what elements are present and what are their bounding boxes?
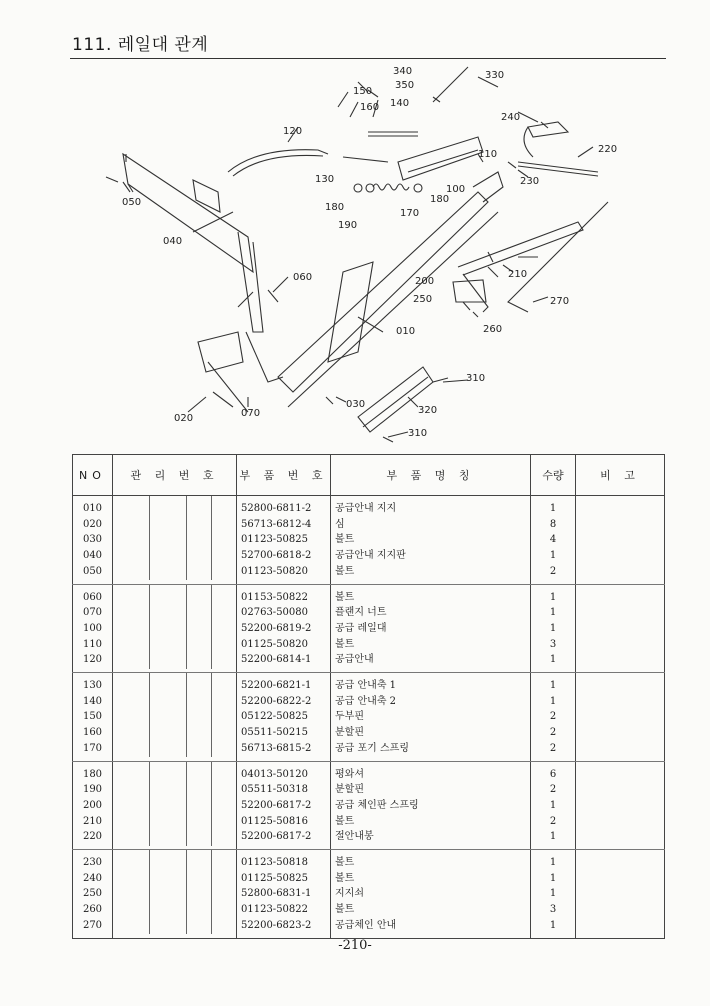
cell-no-value: 130 <box>82 680 103 692</box>
cell-part-no-value: 01123-50820 <box>241 565 309 577</box>
cell-name-value: 공급안내 지지판 <box>335 550 406 562</box>
callout-label: 310 <box>466 373 486 384</box>
cell-name-value: 공급 체인판 스프링 <box>335 799 419 811</box>
cell-name-value: 볼트 <box>335 872 355 884</box>
cell-no-value: 050 <box>82 565 103 577</box>
callout-label: 140 <box>390 98 410 109</box>
cell-qty <box>531 584 576 673</box>
cell-no <box>73 850 113 939</box>
cell-remark <box>576 673 665 762</box>
cell-part-no-value: 04013-50120 <box>241 768 309 780</box>
parts-table <box>72 454 665 939</box>
cell-name-value: 볼트 <box>335 638 355 650</box>
cell-name-value: 볼트 <box>335 815 355 827</box>
cell-qty-value: 1 <box>549 607 557 619</box>
cell-name-value: 볼트 <box>335 591 355 603</box>
cell-name-value: 두부핀 <box>335 711 364 723</box>
cell-part-no-value: 01125-50816 <box>241 815 309 827</box>
cell-qty-value: 2 <box>549 727 557 739</box>
cell-part-no <box>237 850 331 939</box>
cell-name-value: 평와셔 <box>335 768 364 780</box>
callout-label: 060 <box>293 272 313 283</box>
col-header-remark: 비 고 <box>576 455 665 496</box>
cell-qty-value: 1 <box>549 857 557 869</box>
cell-qty <box>531 496 576 585</box>
callout-label: 050 <box>122 197 142 208</box>
callout-label: 160 <box>360 102 380 113</box>
cell-name-value: 분할핀 <box>335 727 364 739</box>
callout-label: 250 <box>413 294 433 305</box>
callout-label: 340 <box>393 66 413 77</box>
cell-no-value: 190 <box>82 784 103 796</box>
cell-no-value: 260 <box>82 904 103 916</box>
callout-label: 350 <box>395 80 415 91</box>
cell-part-no <box>237 761 331 850</box>
cell-part-no-value: 52200-6823-2 <box>241 919 312 931</box>
cell-qty-value: 1 <box>549 654 557 666</box>
exploded-parts-diagram <box>88 62 648 452</box>
diagram-callouts <box>122 66 617 439</box>
callout-label: 230 <box>520 176 540 187</box>
cell-no-value: 200 <box>82 799 103 811</box>
col-header-name: 부 품 명 칭 <box>331 455 531 496</box>
page-title: 111. 레일대 관계 <box>72 35 209 55</box>
cell-qty-value: 1 <box>549 831 557 843</box>
diagram-drawing <box>106 67 608 442</box>
cell-name-value: 볼트 <box>335 565 355 577</box>
cell-part-no-value: 01123-50818 <box>241 857 309 869</box>
cell-qty-value: 6 <box>549 768 557 780</box>
callout-label: 150 <box>353 86 373 97</box>
cell-name <box>331 496 531 585</box>
cell-no-value: 120 <box>82 654 103 666</box>
cell-no-value: 250 <box>82 888 103 900</box>
cell-qty-value: 1 <box>549 622 557 634</box>
cell-part-no-value: 01123-50825 <box>241 534 309 546</box>
cell-no-value: 180 <box>82 768 103 780</box>
callout-label: 120 <box>283 126 303 137</box>
cell-no-value: 010 <box>82 503 103 514</box>
callout-label: 320 <box>418 405 438 416</box>
callout-label: 210 <box>508 269 528 280</box>
diagram-svg <box>88 62 648 452</box>
col-header-mgmt: 관 리 번 호 <box>113 455 237 496</box>
cell-qty-value: 2 <box>549 815 557 827</box>
cell-mgmt <box>113 850 237 939</box>
cell-mgmt <box>113 761 237 850</box>
cell-name-value: 심 <box>335 518 345 530</box>
cell-qty-value: 1 <box>549 919 557 931</box>
callout-label: 310 <box>408 428 428 439</box>
cell-qty-value: 2 <box>549 784 557 796</box>
cell-no <box>73 673 113 762</box>
cell-name-value: 플랜지 너트 <box>335 607 387 619</box>
cell-name-value: 공급체인 안내 <box>335 919 397 931</box>
cell-remark <box>576 496 665 585</box>
cell-name-value: 지지쇠 <box>335 888 364 900</box>
cell-qty-value: 1 <box>549 872 557 884</box>
cell-qty <box>531 850 576 939</box>
cell-name <box>331 850 531 939</box>
cell-mgmt <box>113 496 237 585</box>
cell-part-no-value: 05122-50825 <box>241 711 309 723</box>
cell-no-value: 150 <box>82 711 103 723</box>
cell-part-no-value: 52200-6821-1 <box>241 680 312 692</box>
table-row-group <box>73 761 665 850</box>
cell-qty-value: 1 <box>549 503 557 514</box>
cell-name-value: 공급 안내축 1 <box>335 680 397 692</box>
cell-part-no-value: 01153-50822 <box>241 591 309 603</box>
cell-name <box>331 761 531 850</box>
cell-part-no <box>237 584 331 673</box>
cell-part-no-value: 05511-50318 <box>241 784 309 796</box>
cell-part-no-value: 52700-6818-2 <box>241 550 312 562</box>
cell-no-value: 220 <box>82 831 103 843</box>
table-row-group <box>73 850 665 939</box>
callout-label: 020 <box>174 413 194 424</box>
callout-label: 200 <box>415 276 435 287</box>
cell-name-value: 공급안내 <box>335 654 374 666</box>
callout-label: 240 <box>501 112 521 123</box>
cell-remark <box>576 761 665 850</box>
cell-no <box>73 584 113 673</box>
callout-label: 130 <box>315 174 335 185</box>
cell-qty-value: 1 <box>549 591 557 603</box>
table-header-row <box>73 455 665 496</box>
cell-name-value: 공급 레일대 <box>335 622 387 634</box>
callout-label: 040 <box>163 236 183 247</box>
cell-qty-value: 1 <box>549 799 557 811</box>
cell-no-value: 240 <box>82 872 103 884</box>
cell-part-no-value: 05511-50215 <box>241 727 309 739</box>
cell-qty-value: 3 <box>549 638 557 650</box>
cell-mgmt <box>113 673 237 762</box>
cell-qty-value: 1 <box>549 888 557 900</box>
cell-qty-value: 2 <box>549 565 557 577</box>
cell-part-no-value: 56713-6815-2 <box>241 742 312 754</box>
col-header-part-no: 부 품 번 호 <box>237 455 331 496</box>
cell-part-no-value: 52200-6819-2 <box>241 622 312 634</box>
callout-label: 180 <box>430 194 450 205</box>
col-header-no: NO <box>73 455 113 496</box>
cell-no <box>73 496 113 585</box>
cell-mgmt <box>113 584 237 673</box>
callout-label: 260 <box>483 324 503 335</box>
cell-no-value: 170 <box>82 742 103 754</box>
cell-no-value: 270 <box>82 919 103 931</box>
cell-name <box>331 673 531 762</box>
cell-no-value: 230 <box>82 857 103 869</box>
cell-no-value: 040 <box>82 550 103 562</box>
cell-part-no-value: 52800-6831-1 <box>241 888 312 900</box>
cell-name-value: 볼트 <box>335 904 355 916</box>
cell-no-value: 110 <box>82 638 103 650</box>
cell-no-value: 210 <box>82 815 103 827</box>
callout-label: 330 <box>485 70 505 81</box>
cell-qty-value: 8 <box>549 518 557 530</box>
cell-part-no-value: 52200-6817-2 <box>241 831 312 843</box>
cell-part-no-value: 02763-50080 <box>241 607 309 619</box>
cell-qty <box>531 673 576 762</box>
cell-name-value: 공급 포기 스프링 <box>335 742 409 754</box>
cell-part-no-value: 56713-6812-4 <box>241 518 312 530</box>
cell-no-value: 140 <box>82 695 103 707</box>
title-underline <box>70 58 666 59</box>
cell-no-value: 020 <box>82 518 103 530</box>
cell-name-value: 공급 안내축 2 <box>335 695 397 707</box>
cell-name-value: 볼트 <box>335 857 355 869</box>
cell-qty-value: 3 <box>549 904 557 916</box>
cell-qty-value: 1 <box>549 550 557 562</box>
cell-part-no-value: 52200-6814-1 <box>241 654 312 666</box>
cell-qty-value: 4 <box>549 534 557 546</box>
cell-part-no-value: 52200-6822-2 <box>241 695 312 707</box>
page-number: -210- <box>338 938 372 953</box>
callout-label: 220 <box>598 144 618 155</box>
table-row-group <box>73 496 665 585</box>
cell-name-value: 분할핀 <box>335 784 364 796</box>
callout-label: 070 <box>241 408 261 419</box>
cell-part-no <box>237 673 331 762</box>
callout-label: 180 <box>325 202 345 213</box>
callout-label: 030 <box>346 399 366 410</box>
cell-part-no-value: 01123-50822 <box>241 904 309 916</box>
cell-part-no-value: 52200-6817-2 <box>241 799 312 811</box>
cell-part-no-value: 52800-6811-2 <box>241 503 312 514</box>
cell-no-value: 070 <box>82 607 103 619</box>
callout-label: 270 <box>550 296 570 307</box>
cell-remark <box>576 850 665 939</box>
cell-name-value: 절안내봉 <box>335 831 374 843</box>
table-row-group <box>73 673 665 762</box>
cell-qty <box>531 761 576 850</box>
cell-qty-value: 2 <box>549 742 557 754</box>
callout-label: 110 <box>478 149 498 160</box>
cell-name <box>331 584 531 673</box>
cell-remark <box>576 584 665 673</box>
cell-no-value: 100 <box>82 622 103 634</box>
cell-qty-value: 1 <box>549 695 557 707</box>
cell-part-no-value: 01125-50820 <box>241 638 309 650</box>
cell-part-no <box>237 496 331 585</box>
cell-part-no-value: 01125-50825 <box>241 872 309 884</box>
callout-label: 170 <box>400 208 420 219</box>
cell-name-value: 볼트 <box>335 534 355 546</box>
cell-qty-value: 1 <box>549 680 557 692</box>
callout-label: 190 <box>338 220 358 231</box>
cell-no <box>73 761 113 850</box>
cell-no-value: 160 <box>82 727 103 739</box>
callout-label: 010 <box>396 326 416 337</box>
cell-no-value: 060 <box>82 591 103 603</box>
cell-name-value: 공급안내 지지 <box>335 503 397 514</box>
cell-no-value: 030 <box>82 534 103 546</box>
col-header-qty: 수량 <box>531 455 576 496</box>
callout-label: 100 <box>446 184 466 195</box>
table-row-group <box>73 584 665 673</box>
cell-qty-value: 2 <box>549 711 557 723</box>
